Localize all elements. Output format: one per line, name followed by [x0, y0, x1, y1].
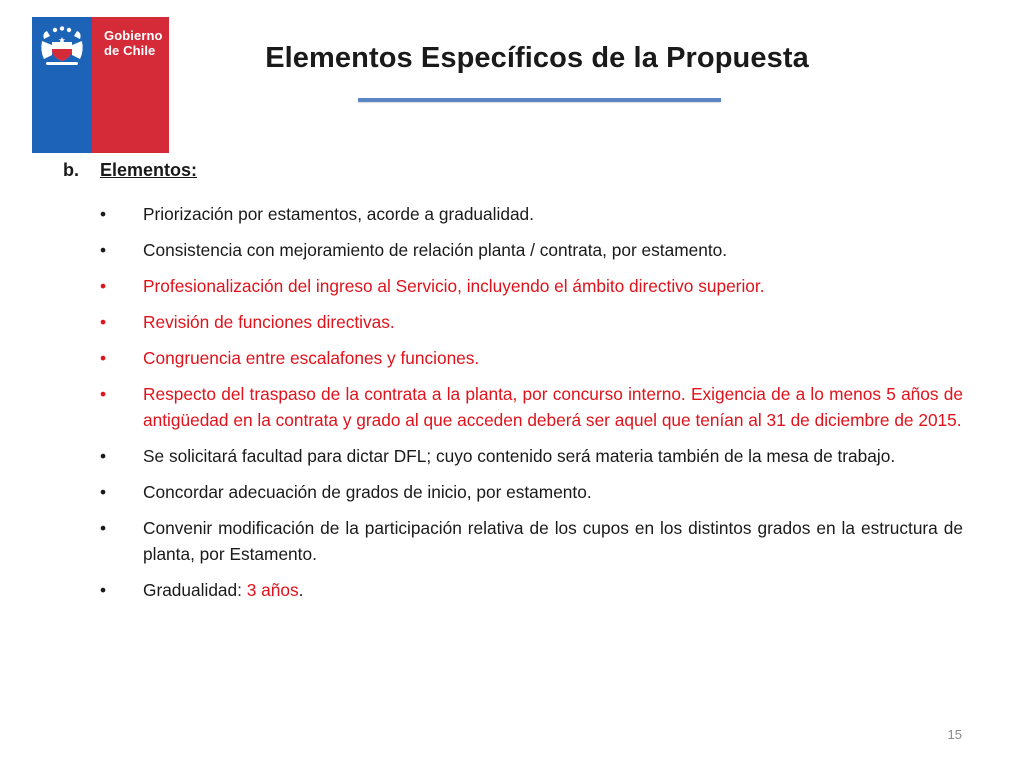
bullet-glyph: • [100, 204, 107, 224]
bullet-text: Gradualidad: [143, 580, 247, 600]
bullet-text: Convenir modificación de la participación relativa de los cupos en los distintos grados en la estructura de planta, por Estamento. [143, 518, 963, 564]
slide-title: Elementos Específicos de la Propuesta [265, 42, 809, 74]
bullet-glyph: • [100, 580, 107, 600]
bullet-text: Revisión de funciones directivas. [143, 312, 395, 332]
bullet-item [100, 515, 963, 567]
bullet-glyph: • [100, 240, 107, 260]
bullet-text: Consistencia con mejoramiento de relación planta / contrata, por estamento. [143, 240, 728, 260]
bullet-text: Profesionalización del ingreso al Servicio, incluyendo el ámbito directivo superior. [143, 276, 765, 296]
bullet-glyph: • [100, 348, 107, 368]
bullet-item [100, 273, 963, 299]
bullet-item [100, 577, 963, 603]
section-marker: b. [63, 160, 79, 180]
bullet-glyph: • [100, 384, 107, 404]
bullet-glyph: • [100, 312, 107, 332]
bullet-item [100, 443, 963, 469]
gobierno-de-chile-logo [32, 17, 169, 153]
title-underline-rule [358, 98, 721, 102]
bullet-glyph: • [100, 482, 107, 502]
bullet-text: Respecto del traspaso de la contrata a la planta, por concurso interno. Exigencia de a lo menos 5 años de antigüedad en la contrata y grado al que acceden deberá ser aquel que tenían al 31 de diciembre de 2015. [143, 384, 963, 430]
bullet-text: Concordar adecuación de grados de inicio, por estamento. [143, 482, 592, 502]
section-heading [63, 160, 197, 181]
bullet-glyph: • [100, 518, 107, 538]
bullet-list [100, 201, 963, 613]
bullet-item [100, 479, 963, 505]
bullet-suffix-text: . [298, 580, 304, 600]
bullet-glyph: • [100, 276, 107, 296]
bullet-text: Se solicitará facultad para dictar DFL; cuyo contenido será materia también de la mesa de trabajo. [143, 446, 896, 466]
bullet-glyph: • [100, 446, 107, 466]
bullet-item [100, 201, 963, 227]
bullet-item [100, 309, 963, 335]
coat-of-arms-icon [38, 25, 86, 67]
bullet-text: Priorización por estamentos, acorde a gradualidad. [143, 204, 534, 224]
bullet-item [100, 237, 963, 263]
bullet-accent-text: 3 años [246, 580, 299, 600]
bullet-item [100, 345, 963, 371]
bullet-text: Congruencia entre escalafones y funciones. [143, 348, 480, 368]
logo-text: Gobierno de Chile [104, 28, 163, 58]
page-number: 15 [947, 727, 962, 742]
bullet-item [100, 381, 963, 433]
section-label: Elementos: [100, 160, 198, 180]
